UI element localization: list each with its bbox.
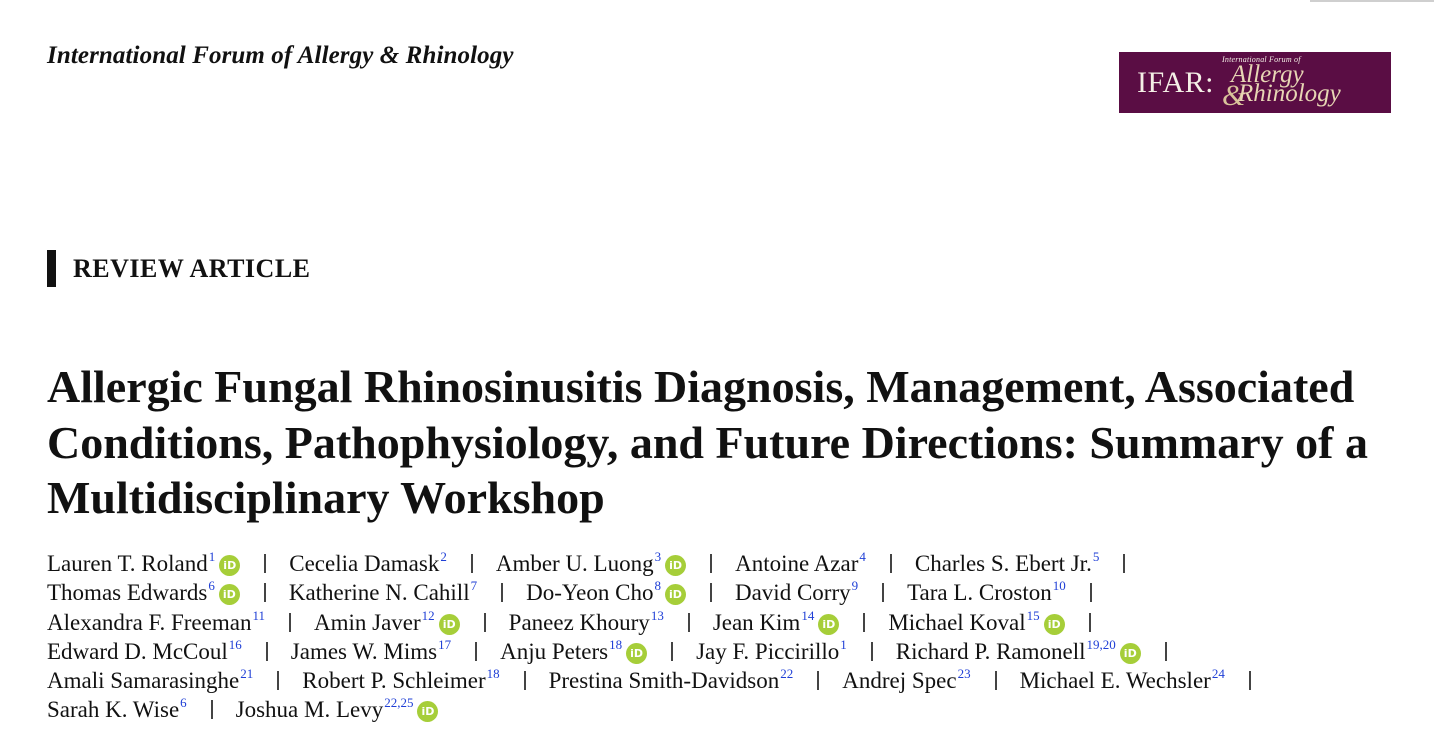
author-name[interactable] xyxy=(289,549,447,578)
author-name[interactable] xyxy=(735,578,858,607)
author-separator xyxy=(1089,613,1091,632)
author-name-text: Lauren T. Roland xyxy=(47,551,208,576)
affiliation-link[interactable]: 18 xyxy=(486,666,500,682)
author-list xyxy=(47,549,1274,725)
author-line xyxy=(47,608,1274,637)
affiliation-link[interactable]: 10 xyxy=(1052,578,1066,594)
author-name[interactable] xyxy=(500,637,647,666)
affiliation-link[interactable]: 6 xyxy=(180,695,187,711)
author-separator xyxy=(524,671,526,690)
logo-abbreviation: IFAR: xyxy=(1137,66,1214,99)
affiliation-link[interactable]: 23 xyxy=(957,666,971,682)
author-name[interactable] xyxy=(47,637,242,666)
affiliation-link[interactable]: 4 xyxy=(859,549,866,564)
author-name-text: Amber U. Luong xyxy=(495,551,654,576)
author-name-text: Sarah K. Wise xyxy=(47,697,180,723)
author-line xyxy=(47,578,1274,607)
author-name-text: Prestina Smith-Davidson xyxy=(548,668,780,694)
author-name-text: Michael E. Wechsler xyxy=(1019,668,1211,694)
author-name[interactable] xyxy=(888,608,1064,637)
author-name[interactable] xyxy=(496,549,686,578)
author-separator xyxy=(688,613,690,632)
author-name-text: Katherine N. Cahill xyxy=(288,580,470,606)
author-separator xyxy=(882,583,884,602)
author-name-text: Alexandra F. Freeman xyxy=(47,609,252,635)
affiliation-link[interactable]: 15 xyxy=(1026,607,1040,623)
logo-forum-text: International Forum of xyxy=(1222,55,1301,64)
affiliation-link[interactable]: 22 xyxy=(780,666,794,682)
author-separator xyxy=(484,613,486,632)
author-separator xyxy=(1165,642,1167,661)
author-name[interactable] xyxy=(509,608,664,637)
author-name-text: Amali Samarasinghe xyxy=(47,668,240,694)
affiliation-link[interactable]: 9 xyxy=(851,578,859,594)
affiliation-link[interactable]: 16 xyxy=(228,636,242,652)
author-name-text: Charles S. Ebert Jr. xyxy=(914,551,1092,576)
article-type-label: REVIEW ARTICLE xyxy=(73,254,311,283)
author-name[interactable] xyxy=(289,578,477,607)
author-name-text: David Corry xyxy=(734,580,851,606)
orcid-icon[interactable]: iD xyxy=(665,584,686,605)
author-separator xyxy=(863,613,865,632)
orcid-icon[interactable]: iD xyxy=(626,643,647,664)
author-name[interactable] xyxy=(302,666,499,695)
logo-word-allergy: Allergy xyxy=(1231,61,1304,88)
author-name-text: Michael Koval xyxy=(888,609,1026,635)
author-name-text: Joshua M. Levy xyxy=(235,697,384,723)
author-name[interactable] xyxy=(907,578,1066,607)
author-separator xyxy=(817,671,819,690)
author-name[interactable] xyxy=(1020,666,1225,695)
affiliation-link[interactable]: 19,20 xyxy=(1086,636,1116,652)
orcid-icon[interactable]: iD xyxy=(665,555,686,576)
article-title: Allergic Fungal Rhinosinusitis Diagnosis, Management, Associated Conditions, Pathophysiology, and Future Directions: Summary of a Multidisciplinary Workshop xyxy=(47,361,1368,523)
author-name[interactable] xyxy=(549,666,794,695)
logo-ampersand: & xyxy=(1222,79,1246,112)
affiliation-link[interactable]: 3 xyxy=(654,549,662,564)
author-name[interactable] xyxy=(314,608,460,637)
author-separator xyxy=(211,700,213,719)
author-separator xyxy=(1123,554,1125,573)
author-name[interactable] xyxy=(47,608,265,637)
affiliation-link[interactable]: 6 xyxy=(208,578,215,594)
affiliation-link[interactable]: 11 xyxy=(252,607,265,623)
author-name-text: Robert P. Schleimer xyxy=(302,668,486,694)
affiliation-link[interactable]: 1 xyxy=(208,549,216,564)
author-name[interactable] xyxy=(291,637,451,666)
affiliation-link[interactable]: 14 xyxy=(801,607,815,623)
orcid-icon[interactable]: iD xyxy=(417,701,438,722)
author-name[interactable] xyxy=(47,578,240,607)
author-separator xyxy=(264,554,266,573)
author-name[interactable] xyxy=(47,549,240,578)
author-name-text: Do-Yeon Cho xyxy=(526,580,654,606)
author-name[interactable] xyxy=(735,549,866,578)
affiliation-link[interactable]: 22,25 xyxy=(384,695,414,711)
author-name-text: Jay F. Piccirillo xyxy=(696,638,840,664)
author-name-text: Tara L. Croston xyxy=(907,580,1052,606)
author-name[interactable] xyxy=(47,666,253,695)
top-edge-line xyxy=(1310,0,1434,2)
affiliation-link[interactable]: 21 xyxy=(240,666,254,682)
author-separator xyxy=(995,671,997,690)
author-separator xyxy=(710,554,712,573)
affiliation-link[interactable]: 8 xyxy=(654,578,661,594)
author-separator xyxy=(277,671,279,690)
author-name[interactable] xyxy=(713,608,840,637)
author-line xyxy=(47,549,1274,578)
author-name-text: Andrej Spec xyxy=(842,668,957,694)
affiliation-link[interactable]: 13 xyxy=(650,607,664,623)
author-separator xyxy=(710,583,712,602)
logo-word-rhinology: Rhinology xyxy=(1238,80,1341,107)
orcid-icon[interactable]: iD xyxy=(818,614,839,635)
author-name-text: Cecelia Damask xyxy=(289,551,440,576)
author-name-text: Antoine Azar xyxy=(735,551,859,576)
affiliation-link[interactable]: 17 xyxy=(438,636,452,652)
author-separator xyxy=(264,583,266,602)
author-separator xyxy=(1249,671,1251,690)
author-separator xyxy=(1090,583,1092,602)
author-name-text: Jean Kim xyxy=(712,609,801,635)
affiliation-link[interactable]: 5 xyxy=(1092,549,1100,564)
article-type-bar xyxy=(47,250,56,287)
author-separator xyxy=(501,583,503,602)
orcid-icon[interactable]: iD xyxy=(439,614,460,635)
author-name-text: Edward D. McCoul xyxy=(47,638,228,664)
affiliation-link[interactable]: 12 xyxy=(421,607,435,623)
author-name-text: Richard P. Ramonell xyxy=(895,638,1086,664)
author-separator xyxy=(266,642,268,661)
author-name[interactable] xyxy=(915,549,1099,578)
author-name[interactable] xyxy=(526,578,686,607)
affiliation-link[interactable]: 24 xyxy=(1211,666,1225,682)
author-name[interactable] xyxy=(696,637,847,666)
author-line xyxy=(47,637,1274,666)
orcid-icon[interactable]: iD xyxy=(219,584,240,605)
author-separator xyxy=(475,642,477,661)
author-name-text: Anju Peters xyxy=(500,638,609,664)
author-separator xyxy=(471,554,473,573)
affiliation-link[interactable]: 2 xyxy=(440,549,447,564)
author-name-text: Thomas Edwards xyxy=(47,580,208,606)
author-line xyxy=(47,666,1274,695)
author-separator xyxy=(871,642,873,661)
author-name-text: James W. Mims xyxy=(290,638,438,664)
journal-name: International Forum of Allergy & Rhinology xyxy=(47,42,514,69)
affiliation-link[interactable]: 7 xyxy=(470,578,478,594)
author-separator xyxy=(671,642,673,661)
orcid-icon[interactable]: iD xyxy=(1120,643,1141,664)
journal-logo[interactable] xyxy=(1119,52,1391,113)
affiliation-link[interactable]: 18 xyxy=(609,636,623,652)
author-name[interactable] xyxy=(47,695,187,724)
author-name-text: Paneez Khoury xyxy=(508,609,650,635)
author-name[interactable] xyxy=(842,666,970,695)
author-line xyxy=(47,695,1274,724)
author-name[interactable] xyxy=(896,637,1141,666)
orcid-icon[interactable]: iD xyxy=(1044,614,1065,635)
author-separator xyxy=(289,613,291,632)
orcid-icon[interactable]: iD xyxy=(219,555,240,576)
author-name-text: Amin Javer xyxy=(313,609,421,635)
author-separator xyxy=(890,554,892,573)
author-name[interactable] xyxy=(236,695,439,724)
affiliation-link[interactable]: 1 xyxy=(840,636,847,652)
